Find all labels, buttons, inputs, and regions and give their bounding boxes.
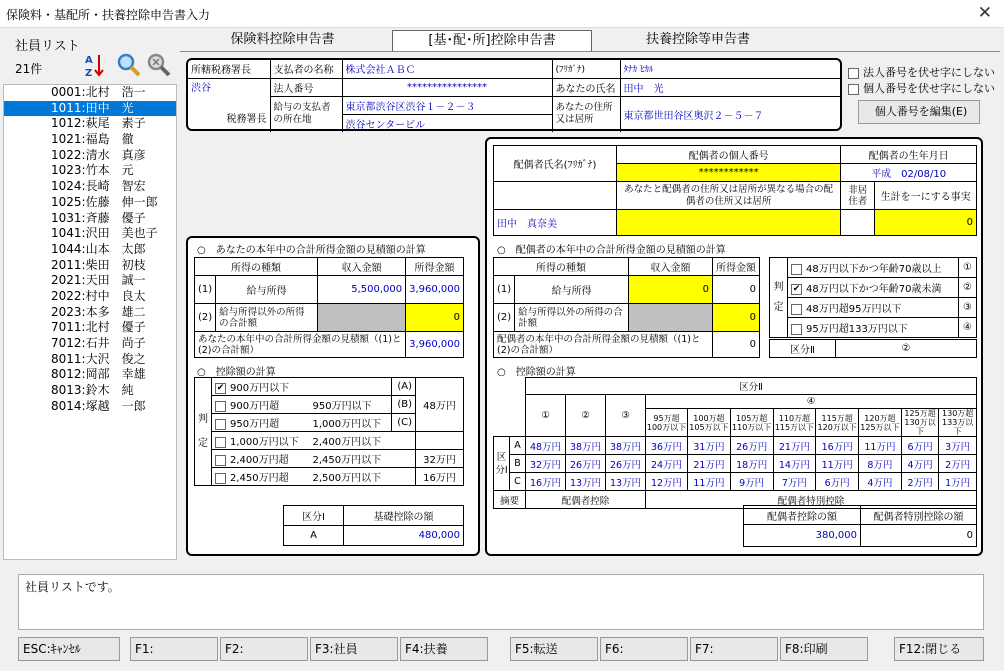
sp-judge-checkbox-4[interactable]	[791, 324, 802, 335]
list-item[interactable]: 1044:山本 太郎	[51, 241, 146, 256]
sp-deduction-grid	[493, 377, 977, 509]
f7-button[interactable]: F7:	[690, 637, 778, 661]
grid-cell: 32万円	[526, 455, 566, 473]
kubun1-value: A	[284, 526, 344, 546]
total-label: あなたの本年中の合計所得金額の見積額（(1)と(2)の合計額）	[195, 332, 406, 358]
sp-r2-label: 給与所得以外の所得の合計額	[515, 304, 629, 332]
deduction-checkbox-d[interactable]	[215, 437, 226, 448]
mynum-label: 配偶者の個人番号	[617, 146, 841, 164]
nonres[interactable]	[841, 210, 875, 236]
list-item[interactable]: 8014:塚越 一郎	[51, 398, 146, 413]
list-item[interactable]: 8013:鈴木 純	[51, 383, 134, 398]
sp-judge-2-no: ②	[959, 278, 977, 298]
row-a-to	[310, 378, 392, 396]
tax-office-label: 所轄税務署長	[188, 60, 270, 78]
basic-amount: 480,000	[344, 526, 464, 546]
row-f-from: 2,450万円超	[230, 473, 289, 484]
grid-sub-5: 115万超120万以下	[816, 409, 859, 437]
row-a-from: 900万円以下	[230, 383, 290, 394]
grid-col-4: ④	[646, 395, 977, 409]
spouse-addr-label: あなたと配偶者の住所又は居所が異なる場合の配偶者の住所又は居所	[617, 182, 841, 210]
grid-col-2: ②	[566, 395, 606, 437]
basic-label: 基礎控除の額	[344, 506, 464, 526]
amt-32: 32万円	[416, 450, 464, 468]
sp-salary-income: 0	[713, 276, 760, 304]
tab-basic-spouse[interactable]: [基･配･所]控除申告書	[392, 30, 592, 52]
sp-h-income: 所得金額	[713, 258, 760, 276]
grid-col-3: ③	[606, 395, 646, 437]
spouse-deduction-amount: 380,000	[744, 525, 861, 547]
f5-transfer-button[interactable]: F5:転送	[510, 637, 598, 661]
list-item[interactable]: 1023:竹本 元	[51, 163, 134, 178]
row-b-to: 950万円以下	[310, 396, 392, 414]
search-clear-icon[interactable]	[146, 52, 172, 78]
grid-sub-3: 105万超110万以下	[730, 409, 773, 437]
row-e-to: 2,450万円以下	[310, 450, 416, 468]
spouse-birth[interactable]: 平成 02/08/10	[841, 164, 977, 182]
name[interactable]: 田中 光	[620, 78, 840, 96]
list-item-selected[interactable]: 1011:田中 光	[4, 101, 176, 117]
list-item[interactable]: 2023:本多 雄二	[51, 304, 146, 319]
tab-divider	[180, 51, 1000, 52]
list-item[interactable]: 1024:長崎 智宏	[51, 179, 146, 194]
row-a-code: (A)	[392, 378, 416, 396]
window-title: 保険料・基配所・扶養控除申告書入力	[6, 8, 211, 22]
payer-addr-label: 給与の支払者の所在地	[270, 96, 342, 132]
grid-cell: 14万円	[773, 455, 816, 473]
row-e-from: 2,400万円超	[230, 455, 289, 466]
payer-addr-2[interactable]: 渋谷センタービル	[342, 114, 552, 132]
svg-text:Z: Z	[85, 68, 93, 78]
f12-close-button[interactable]: F12:閉じる	[894, 637, 984, 661]
grid-cell: 48万円	[526, 437, 566, 455]
grid-cell: 13万円	[566, 473, 606, 491]
spouse-mynum[interactable]: ************	[617, 164, 841, 182]
spouse-furigana[interactable]	[494, 182, 617, 210]
grid-cell: 21万円	[773, 437, 816, 455]
search-icon[interactable]	[116, 52, 142, 78]
list-item[interactable]: 1025:佐藤 伸一郎	[51, 194, 158, 209]
list-item[interactable]: 1012:萩尾 素子	[51, 116, 146, 131]
tab-insurance[interactable]: 保険料控除申告書	[230, 32, 335, 47]
list-item[interactable]: 1031:斉藤 優子	[51, 210, 146, 225]
sp-judge-checkbox-1[interactable]	[791, 264, 802, 275]
sp-judge-1: 48万円以下かつ年齢70歳以上	[806, 264, 942, 275]
grid-cell: 12万円	[646, 473, 688, 491]
grid-cell: 38万円	[606, 437, 646, 455]
f4-dependent-button[interactable]: F4:扶養	[400, 637, 488, 661]
spouse-name-label: 配偶者氏名(ﾌﾘｶﾞﾅ)	[494, 146, 617, 182]
kubun2-value: ②	[836, 340, 977, 358]
employee-count: 21件	[15, 62, 43, 76]
grid-cell: 16万円	[816, 437, 859, 455]
tab-dependents[interactable]: 扶養控除等申告書	[645, 32, 750, 47]
grid-cell: 18万円	[730, 455, 773, 473]
grid-corner	[494, 378, 526, 437]
grid-cell: 7万円	[773, 473, 816, 491]
sp-r1-label: 給与所得	[515, 276, 629, 304]
row-b-code: (B)	[392, 396, 416, 414]
grid-cell: 11万円	[816, 455, 859, 473]
income-table	[194, 257, 464, 358]
sort-az-icon[interactable]	[84, 52, 106, 78]
grid-row-b: B	[510, 455, 526, 473]
amt-blank	[416, 432, 464, 450]
f2-button[interactable]: F2:	[220, 637, 308, 661]
grid-cell: 11万円	[688, 473, 731, 491]
payer-name[interactable]: 株式会社ＡＢＣ	[342, 60, 552, 78]
indiv-no-hide-checkbox[interactable]	[848, 84, 859, 95]
f1-button[interactable]: F1:	[130, 637, 218, 661]
tax-office-suffix: 税務署長	[226, 113, 267, 125]
sp-judge-2: 48万円以下かつ年齢70歳未満	[806, 284, 942, 295]
sp-judge-4: 95万円超133万円以下	[806, 324, 908, 335]
list-item[interactable]: 1022:清水 真彦	[51, 147, 146, 162]
header-table	[188, 60, 840, 132]
grid-cell: 26万円	[730, 437, 773, 455]
list-item[interactable]: 1041:沢田 美也子	[51, 226, 158, 241]
grid-cell: 24万円	[646, 455, 688, 473]
deduction-checkbox-f[interactable]	[215, 473, 226, 484]
grid-cell: 1万円	[939, 473, 977, 491]
total-income: 3,960,000	[406, 332, 464, 358]
grid-cell: 36万円	[646, 437, 688, 455]
grid-cell: 6万円	[901, 437, 939, 455]
list-item[interactable]: 7011:北村 優子	[51, 320, 146, 335]
grid-row-c: C	[510, 473, 526, 491]
sp-judge-checkbox-2[interactable]: ✔	[792, 283, 801, 294]
basic-deduction-table	[283, 505, 464, 546]
name-label: あなたの氏名	[552, 78, 620, 96]
grid-sub-6: 120万超125万以下	[859, 409, 902, 437]
spouse-special-amount: 0	[861, 525, 977, 547]
sp-judge-checkbox-3[interactable]	[791, 304, 802, 315]
svg-text:A: A	[85, 55, 93, 66]
grid-cell: 13万円	[606, 473, 646, 491]
addr-label: あなたの住所又は居所	[552, 96, 620, 132]
grid-cell: 26万円	[566, 455, 606, 473]
r2-no: (2)	[195, 304, 216, 332]
r1-label: 給与所得	[216, 276, 318, 304]
list-item[interactable]: 2011:柴田 初枝	[51, 257, 146, 272]
edit-mynumber-button[interactable]: 個人番号を編集(E)	[858, 100, 980, 124]
h-income: 所得金額	[406, 258, 464, 276]
kubun1-label: 区分Ⅰ	[284, 506, 344, 526]
row-c-from: 950万円超	[230, 419, 280, 430]
other-income-input[interactable]: 0	[406, 304, 464, 332]
sp-sp-amt-label: 配偶者特別控除の額	[861, 506, 977, 525]
tab-bar	[180, 30, 1004, 52]
sp-other-income-input[interactable]: 0	[713, 304, 760, 332]
grid-summary-label: 摘要	[494, 491, 526, 509]
grid-sub-7: 125万超130万以下	[901, 409, 939, 437]
salary-income: 3,960,000	[406, 276, 464, 304]
sp-judge-table	[769, 257, 977, 338]
esc-cancel-button[interactable]: ESC:ｷｬﾝｾﾙ	[18, 637, 120, 661]
grid-cell: 11万円	[859, 437, 902, 455]
grid-sub-1: 95万超100万以下	[646, 409, 688, 437]
h-revenue: 収入金額	[318, 258, 406, 276]
payer-addr-1[interactable]: 東京都渋谷区渋谷１－２－３	[342, 96, 552, 114]
grid-cell: 6万円	[816, 473, 859, 491]
birth-label: 配偶者の生年月日	[841, 146, 977, 164]
sp-total-income: 0	[713, 332, 760, 358]
grid-sub-2: 100万超105万以下	[688, 409, 731, 437]
addr[interactable]: 東京都世田谷区奥沢２－５－７	[620, 96, 840, 132]
tax-office[interactable]: 渋谷	[191, 82, 211, 94]
close-icon[interactable]: ✕	[977, 3, 992, 23]
sp-income-title: ○ 配偶者の本年中の合計所得金額の見積額の計算	[497, 245, 726, 256]
spouse-name[interactable]: 田中 真奈美	[494, 210, 617, 236]
f8-print-button[interactable]: F8:印刷	[780, 637, 868, 661]
list-item[interactable]: 7012:石井 尚子	[51, 336, 146, 350]
title-bar	[0, 0, 1004, 28]
grid-kubun2-header: 区分Ⅱ	[526, 378, 977, 395]
sp-ded-title: ○ 控除額の計算	[497, 367, 576, 378]
list-item[interactable]: 8012:岡部 幸雄	[51, 367, 146, 382]
row-f-to: 2,500万円以下	[310, 468, 416, 486]
list-item[interactable]: 2021:天田 誠一	[51, 273, 146, 288]
grid-cell: 8万円	[859, 455, 902, 473]
furigana[interactable]: ﾀﾅｶ ﾋｶﾙ	[620, 60, 840, 78]
deduction-title: ○ 控除額の計算	[197, 367, 276, 378]
grid-spouse-ded: 配偶者控除	[526, 491, 646, 509]
sidebar-title: 社員リスト	[15, 39, 80, 54]
sp-r2-revenue-disabled	[629, 304, 713, 332]
support-label: 生計を一にする事実	[875, 182, 977, 210]
grid-cell: 2万円	[901, 473, 939, 491]
deduction-checkbox-c[interactable]	[215, 419, 226, 430]
grid-cell: 31万円	[688, 437, 731, 455]
sp-judge-1-no: ①	[959, 258, 977, 278]
indiv-no-hide-option[interactable]	[848, 80, 995, 96]
grid-cell: 2万円	[939, 455, 977, 473]
grid-sub-8: 130万超133万以下	[939, 409, 977, 437]
sp-total-label: 配偶者の本年中の合計所得金額の見積額（(1)と(2)の合計額）	[494, 332, 713, 358]
corp-no-hide-label: 法人番号を伏せ字にしない	[863, 66, 995, 79]
f6-button[interactable]: F6:	[600, 637, 688, 661]
sp-judge-label: 判定	[770, 258, 788, 338]
sp-amt-label: 配偶者控除の額	[744, 506, 861, 525]
grid-cell: 26万円	[606, 455, 646, 473]
spouse-addr[interactable]	[617, 210, 841, 236]
indiv-no-hide-label: 個人番号を伏せ字にしない	[863, 82, 995, 95]
payer-name-label: 支払者の名称	[270, 60, 342, 78]
corp-no-label: 法人番号	[270, 78, 342, 96]
grid-cell: 21万円	[688, 455, 731, 473]
list-item[interactable]: 0001:北村 浩一	[51, 85, 146, 99]
grid-row-a: A	[510, 437, 526, 455]
list-item[interactable]: 1021:福島 徹	[51, 132, 134, 147]
sp-judge-3: 48万円超95万円以下	[806, 304, 902, 315]
grid-cell: 16万円	[526, 473, 566, 491]
row-c-to: 1,000万円以下	[310, 414, 392, 432]
sp-income-table	[493, 257, 760, 358]
grid-cell: 3万円	[939, 437, 977, 455]
r1-no: (1)	[195, 276, 216, 304]
row-d-from: 1,000万円以下	[230, 437, 299, 448]
deduction-checkbox-a[interactable]: ✔	[216, 382, 225, 393]
corp-no[interactable]: ****************	[342, 78, 552, 96]
income-title: ○ あなたの本年中の合計所得金額の見積額の計算	[197, 245, 426, 256]
salary-revenue[interactable]: 5,500,000	[318, 276, 406, 304]
grid-cell: 38万円	[566, 437, 606, 455]
sp-h-type: 所得の種類	[494, 258, 629, 276]
corp-no-hide-checkbox[interactable]	[848, 68, 859, 79]
sp-salary-revenue[interactable]: 0	[629, 276, 713, 304]
grid-cell: 9万円	[730, 473, 773, 491]
sp-r2-no: (2)	[494, 304, 515, 332]
sp-r1-no: (1)	[494, 276, 515, 304]
row-b-from: 900万円超	[230, 401, 280, 412]
grid-spouse-special: 配偶者特別控除	[646, 491, 977, 509]
deduction-checkbox-e[interactable]	[215, 455, 226, 466]
judge-label: 判定	[195, 378, 212, 486]
row-d-to: 2,400万円以下	[310, 432, 416, 450]
support[interactable]: 0	[875, 210, 977, 236]
sp-judge-3-no: ③	[959, 298, 977, 318]
corp-no-hide-option[interactable]	[848, 64, 995, 80]
list-item[interactable]: 2022:村中 良太	[51, 288, 146, 303]
employee-list[interactable]	[3, 84, 177, 560]
row-c-code: (C)	[392, 414, 416, 432]
grid-cell: 4万円	[859, 473, 902, 491]
status-message: 社員リストです。	[18, 574, 984, 630]
h-type: 所得の種類	[195, 258, 318, 276]
amt-48: 48万円	[416, 378, 464, 432]
grid-sub-4: 110万超115万以下	[773, 409, 816, 437]
r2-label: 給与所得以外の所得の合計額	[216, 304, 318, 332]
sp-h-revenue: 収入金額	[629, 258, 713, 276]
amt-16: 16万円	[416, 468, 464, 486]
sp-judge-4-no: ④	[959, 318, 977, 338]
furigana-label: (ﾌﾘｶﾞﾅ)	[552, 60, 620, 78]
grid-col-1: ①	[526, 395, 566, 437]
kubun2-label: 区分Ⅱ	[770, 340, 836, 358]
r2-revenue-disabled	[318, 304, 406, 332]
deduction-checkbox-b[interactable]	[215, 401, 226, 412]
kubun2-table	[769, 339, 977, 358]
grid-cell: 4万円	[901, 455, 939, 473]
nonres-label: 非居住者	[841, 182, 875, 210]
grid-kubun1-label: 区分Ⅰ	[494, 437, 510, 491]
deduction-table	[194, 377, 464, 486]
list-item[interactable]: 8011:大沢 俊之	[51, 351, 146, 366]
sp-amount-table	[743, 505, 977, 547]
spouse-info-table	[493, 145, 977, 236]
f3-employee-button[interactable]: F3:社員	[310, 637, 398, 661]
